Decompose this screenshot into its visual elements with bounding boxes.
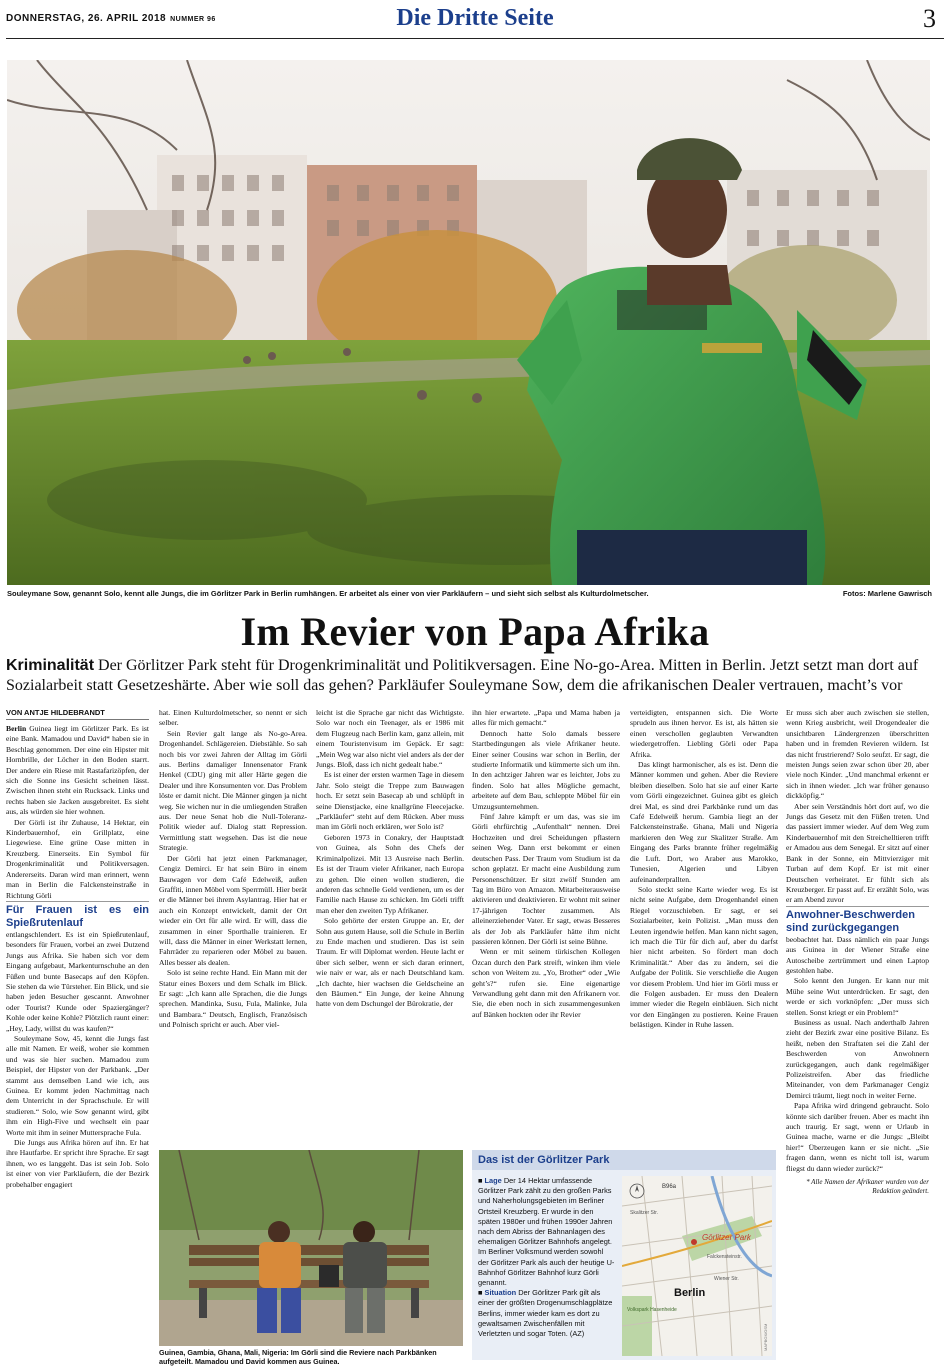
paragraph: Es ist einer der ersten warmen Tage in diesem Jahr. Solo steigt die Treppe zum Bauwagen hoch. Er setzt sein Basecap ab und schlüpft in seine Dienstjacke, eine knallgrüne Fleecejacke. „Parkläufer“ steht auf dem Rücken. Aber muss man im Görli noch erklären, wer Solo ist?: [316, 770, 464, 832]
map-label-district: Volkspark Hasenheide: [627, 1307, 677, 1313]
issue-date: DONNERSTAG, 26. APRIL 2018 NUMMER 96: [6, 13, 216, 24]
paragraph: Der Görli ist ihr Zuhause, 14 Hektar, ein Kinderbauernhof, ein Grillplatz, eine Liegewiese. Eine grüne Oase mitten in Kreuzberg. Einerseits. Ein Symbol für Drogenkriminalität und Politikversagen. Andererseits. Daran wird man erinnert, wenn man in Berlin die Falckensteinstraße in Richtung Görli: [6, 817, 149, 900]
paragraph: Solo steckt seine Karte wieder weg. Es ist nicht seine Aufgabe, dem Drogenhandel einen Riegel vorzuschieben. Er sagt, er sei Sozialarbeiter, kein Polizist. „Man muss den Leuten irgendwie helfen. Man kann nicht sagen, ich mach die Tür für dich auf, aber du darfst hier nicht arbeiten. So fördert man doch Kriminalität.“ Aber das zu ändern, sei die Aufgabe der Politik. Sie verschließe die Augen vor diesem Problem. Und hier im Görli muss er die Folgen ausbaden. Er muss den Dealern immer wieder die Regeln einbläuen. Sich nicht vor den Eingängen zu postieren. Keine Frauen belästigen. Kinder in Ruhe lassen.: [630, 884, 778, 1030]
paragraph: Fünf Jahre kämpft er um das, was sie im Görli ehrfürchtig „Aufenthalt“ nennen. Drei Hochzeiten und drei Scheidungen pflastern seinen Weg. Dann erst bekommt er einen deutschen Pass. Der Traum vom Studium ist da schon geplatzt. Er macht eine Ausbildung zum Personenschützer. Er sitzt zwölf Stunden am Tag im Büro von Amazon. Mitarbeiterausweise aktivieren und deaktivieren. Er wohnt mit seiner 17-jährigen Tochter zusammen. Als alleinerziehender Vater. Er sagt, etwas Besseres als der Job als Parkläufer hätte ihm nicht passieren können. Der Görli ist seine Bühne.: [472, 812, 620, 946]
paragraph: Der Görli hat jetzt einen Parkmanager, Cengiz Demirci. Er hat sein Büro in einem Bauwagen vor dem Café Edelweiß, außen Graffiti, innen Möbel vom Sperrmüll. Hier berät er die Männer bei ihrem Asylantrag. Hier hat er auch ein Konzept entwickelt, damit der Ort wieder ein Ort für alle wird. Er will, dass die zusammen in einer Sporthalle trainieren. Er will, dass die Männer in einer Werkstatt lernen, Fahrräder zu reparieren oder Möbel zu bauen. Alles besser als dealen.: [159, 853, 307, 967]
bench-photo: [159, 1150, 463, 1346]
info-box: [472, 1150, 776, 1360]
deck-text: Der Görlitzer Park steht für Drogenkriminalität und Politikversagen. Eine No-go-Area. Mitten in Berlin. Jetzt setzt man dort auf Sozialarbeit statt Gesetzeshärte. Aber wie soll das gehen? Parkläufer Souleymane Sow, dem die afrikanischen Dealer vertrauen, macht’s vor: [6, 657, 919, 694]
map-label-road: B96a: [662, 1184, 677, 1190]
bullet-icon: ■: [478, 1176, 485, 1185]
article-column-3: [316, 708, 464, 1138]
subheading: Für Frauen ist es ein Spießrutenlauf: [6, 901, 149, 930]
paragraph: Wenn er mit seinem türkischen Kollegen Özcan durch den Park streift, winken ihm viele schon von Weitem zu. „Yo, Brother“ oder „Wie geht’s?“ rufen sie. Eine eigenartige Verwandlung geht dann mit den Afrikanern vor. Sie, die eben noch in sich zusammengesunken auf Bänken hockten oder ihr Revier: [472, 947, 620, 1019]
paragraph: ihn hier erwartete. „Papa und Mama haben ja alles für mich gemacht.“: [472, 708, 620, 728]
paragraph: Solo ist seine rechte Hand. Ein Mann mit der Statur eines Boxers und dem Schalk im Blick. Er sagt: „Ich kann alle Sprachen, die die Jungs sprechen. Mandinka, Susu, Fula, Malinke, Jula und Bambara.“ Deutsch, Englisch, Französisch und Polnisch spricht er auch. Aber viel-: [159, 968, 307, 1030]
info-box-title: Das ist der Görlitzer Park: [472, 1150, 776, 1170]
paragraph: Solo kennt den Jungen. Er kann nur mit Mühe seine Wut unterdrücken. Er sagt, den werde er sich vorknöpfen: „Der muss sich stellen. Sonst kriegt er ein Problem!“: [786, 976, 929, 1017]
deck-kicker: Kriminalität: [6, 657, 95, 674]
paragraph: Er muss sich aber auch zwischen sie stellen, wenn Krieg ausbricht, weil Drogendealer die unsichtbaren Ländergrenzen überschritten haben und in fremden Revieren wildern. Ist das nicht frustrierend? Solo seufzt. Er sagt, die meisten Jungs seien zwar schon über 20, aber viele noch Kinder. „Und manchmal erkennt er sich in ihnen wieder. „Ich war früher genauso dickköpfig.“: [786, 708, 929, 801]
article-column-4: [472, 708, 620, 1145]
masthead-rule: [6, 38, 944, 39]
hero-photo: [7, 60, 930, 585]
paragraph: Die Jungs aus Afrika hören auf ihn. Er hat ihre Hautfarbe. Er spricht ihre Sprache. Er sagt ihnen, wo es langgeht. Das ist sein Job. Solo ist einer von vier Parkläufern, die der Bezirk probehalber engagiert: [6, 1138, 149, 1189]
paragraph: Sein Revier galt lange als No-go-Area. Drogenhandel. Schlägereien. Diebstähle. So sah noch bis vor zwei Jahren der Alltag im Görli aus. Berlins damaliger Innensenator Frank Henkel (CDU) ging mit aller Härte gegen die Dealer und ihre Konsumenten vor. Das Problem löste er damit nicht. Die Männer gingen ja nicht weg. Sie wichen nur in die umliegenden Straßen aus. Der neue Senat hob die Null-Toleranz-Politik wieder auf. Dialog statt Repression. Vermittlung statt wegsehen. Das ist die neue Strategie.: [159, 728, 307, 853]
headline: Im Revier von Papa Afrika: [240, 609, 710, 654]
paragraph: beobachtet hat. Dass nämlich ein paar Jungs aus Guinea in der Wiener Straße eine Autoscheibe zertrümmert und einen Laptop gestohlen habe.: [786, 934, 929, 975]
info-box-label: Situation: [484, 1288, 517, 1298]
info-box-label: Lage: [484, 1176, 502, 1185]
map-label-park: Görlitzer Park: [702, 1233, 751, 1242]
paragraph: Berlin Guinea liegt im Görlitzer Park. Es ist eine Bank. Mamadou und David* haben sie in Beschlag genommen. Der eine ein Hipster mit Hornbrille, der Löcher in den Boden starrt. Der andere ein Riese mit Rastafarizöpfen, der sich die Sonne ins Gesicht scheinen lässt. Zwischen ihnen steht ein Rucksack. Links und rechts haben sie Jacken ausgebreitet. Es sieht aus, als würden sie hier wohnen.: [6, 724, 149, 817]
bullet-icon: ■: [478, 1288, 485, 1298]
map-label-street: Falckensteinstr.: [707, 1254, 742, 1260]
map-label-city: Berlin: [674, 1287, 706, 1299]
park-map: [622, 1176, 772, 1356]
photo-credit: Fotos: Marlene Gawrisch: [842, 589, 932, 598]
article-column-1: [6, 708, 149, 1190]
article-column-6: [786, 708, 929, 1353]
paragraph: Souleymane Sow, 45, kennt die Jungs fast alle mit Namen. Er weiß, woher sie kommen und was sie hier suchen. Mamadou zum Beispiel, der Hipster von der Parkbank. „Der stammt aus demselben Land wie ich, aus Guinea. Er kommt jeden Nachmittag nach dem Unterricht in der Sprachschule. Er will studieren.“ Solo, wie Sow genannt wird, gibt ihm ein High-Five und wechselt ein paar Worte mit ihm in seiner Muttersprache Fula.: [6, 1033, 149, 1137]
paragraph: Solo gehörte der ersten Gruppe an. Er, der Sohn aus gutem Hause, soll die Schule in Berlin zu Ende machen und studieren. Das ist sein Traum. Er will Diplomat werden. Heute lacht er über sich selber, wenn er sich daran erinnert, wie naiv er war, als er nach Deutschland kam. „Ich dachte, hier wachsen die Geldscheine an den Bäumen.“ Ein Junge, der keine Ahnung hatte von dem Dschungel der Bürokratie, der: [316, 916, 464, 1009]
paragraph: Papa Afrika wird dringend gebraucht. Solo könnte sich darüber freuen. Aber es macht ihn auch traurig. Er sagt, wenn er Urlaub in Guinea mache, warne er die Jungs: „Bleibt hier!“ Überzeugen kann er sie nicht. „Sie fragen dann, wenn es nicht toll ist, warum fliegst du dann wieder zurück?“: [786, 1101, 929, 1173]
bench-photo-caption: Guinea, Gambia, Ghana, Mali, Nigeria: Im Görli sind die Reviere nach Parkbänken aufgeteilt. Mamadou und David kommen aus Guinea.: [159, 1348, 437, 1366]
paragraph: Dennoch hatte Solo damals bessere Startbedingungen als viele Afrikaner heute. Einer seiner Cousins war schon in Berlin, der studierte Informatik und kümmerte sich um ihn. In den achtziger Jahren war es leichter, Jobs zu finden. Solo hat alles Mögliche gemacht, arbeitete auf dem Bau, schleppte Möbel für ein Umzugsunternehmen.: [472, 728, 620, 811]
map-label-street: Wiener Str.: [714, 1276, 739, 1282]
map-label-street: Skalitzer Str.: [630, 1210, 659, 1216]
byline: VON ANTJE HILDEBRANDT: [6, 708, 149, 720]
paragraph: Aber sein Verständnis hört dort auf, wo die Jungs das Gesetz mit den Füßen treten. Und das passiert immer wieder. Auf dem Weg zum Kinderbauernhof mit den Streichelltieren trifft er Amadou aus dem Senegal. Er sitzt auf einer Bank in der Sonne, ein Mittvierziger mit Turban auf dem Kopf. Er ist mit einer Deutschen verheiratet. Er fühlt sich als Kreuzberger. Er passt auf. Er erzählt Solo, was er am Abend zuvor: [786, 801, 929, 905]
footnote: * Alle Namen der Afrikaner wurden von der Redaktion geändert.: [806, 1178, 929, 1196]
paragraph: Business as usual. Nach anderthalb Jahren zieht der Bezirk zwar eine positive Bilanz. Es heißt, neben den Straftaten sei die Zahl der Beschwerden von Anwohnern zurückgegangen, auch dank regelmäßiger Polizeistreifen. Aber das friedliche Miteinander, von dem Parkmanager Cengiz Demirci träumt, liegt noch in weiter Ferne.: [786, 1017, 929, 1100]
paragraph: entlangschlendert. Es ist ein Spießrutenlauf, besonders für Frauen, vorbei an zwei Dutzend Jungs aus Afrika. Sie haben sich vor dem Eingang aufgebaut, Markenturnschuhe an den Füßen und bunte Basecaps auf den Köpfen. Sie stehen da wie Türsteher. Ein Blick, und sie haben jeden Besucher gescannt. Anwohner oder Tourist? Kunde oder Spaziergänger? Kohle oder keine Kohle? Plötzlich raunt einer: „Hey, Lady, willst du was kaufen?“: [6, 929, 149, 1033]
info-box-text: ■ Lage Der 14 Hektar umfassende Görlitzer Park zählt zu den großen Parks und Naherholungsgebieten im Berliner Ortsteil Kreuzberg. Er wurde in den späten 1980er und frühen 1990er Jahren nach dem Abriss der Bahnanlagen des ehemaligen Görlitzer Bahnhofs angelegt. Im Berliner Volksmund werden sowohl der Görlitzer Park als auch der heutige U-Bahnhof Görlitzer Bahnhof kurz Görli genannt. ■ Situation Der Görlitzer Park gilt als einer der größten Drogenumschlagplätze Berlins, immer wieder kam es dort zu gewaltsamen Zwischenfällen mit Verletzten und sogar Toten. (AZ): [478, 1176, 615, 1339]
dateline: Berlin: [6, 724, 27, 733]
article-column-5: [630, 708, 778, 1145]
deck: [6, 656, 926, 696]
paragraph: verteidigten, entspannen sich. Die Worte sprudeln aus ihnen hervor. Es ist, als hätten sie einen verschollen geglaubten Verwandten wiedergetroffen. Liebling Görli oder Papa Afrika.: [630, 708, 778, 759]
paragraph: leicht ist die Sprache gar nicht das Wichtigste. Solo war noch ein Teenager, als er 1986 mit dem Flugzeug nach Berlin kam, ganz allein, mit einem Touristenvisum im Gepäck. Er sagt: „Mein Weg war also nicht viel anders als der der Jungs. Bloß, dass ich nicht gedealt habe.“: [316, 708, 464, 770]
issue-number: NUMMER 96: [170, 16, 216, 23]
masthead: [0, 0, 950, 40]
map-credit: MAPBOX/OSM: [763, 1323, 768, 1351]
paragraph: Das klingt harmonischer, als es ist. Denn die Männer kommen und gehen. Aber die Reviere bleiben dieselben. Solo hat sie auf einer Karte vom Görli eingezeichnet. Guinea gibt es gleich drei Mal, es sind drei Parkbänke rund um das Café Edelweiß herum. Gambia liegt an der Falckensteinstraße. Ghana, Mali und Nigeria markieren den Weg zur Skalitzer Straße. Am Eingang des Parks brannte früher regelmäßig die Luft. Dort, wo Araber aus Marokko, Tunesien, Algerien und Libyen aufeinanderprallten.: [630, 760, 778, 884]
photo-caption: Souleymane Sow, genannt Solo, kennt alle Jungs, die im Görlitzer Park in Berlin rumhängen. Er arbeitet als einer von vier Parkläufern – und sieht sich selbst als Kulturdolmetscher.: [7, 589, 649, 598]
paragraph: hat. Einen Kulturdolmetscher, so nennt er sich selber.: [159, 708, 307, 728]
paragraph: Geboren 1973 in Conakry, der Hauptstadt von Guinea, als Sohn des Chefs der Kriminalpolizei. Mit 13 Ausreise nach Berlin. Es ist der Traum vieler Afrikaner, nach Europa zu gehen. Die einen wollen studieren, die anderen das schnelle Geld verdienen, um es der Familie nach Hause zu schicken. Im Görli trifft man eher den zweiten Typ Afrikaner.: [316, 832, 464, 915]
section-title: Die Dritte Seite: [396, 5, 554, 31]
page-number: 3: [923, 4, 936, 33]
subheading: Anwohner-Beschwerden sind zurückgegangen: [786, 906, 929, 935]
article-column-2: [159, 708, 307, 1138]
